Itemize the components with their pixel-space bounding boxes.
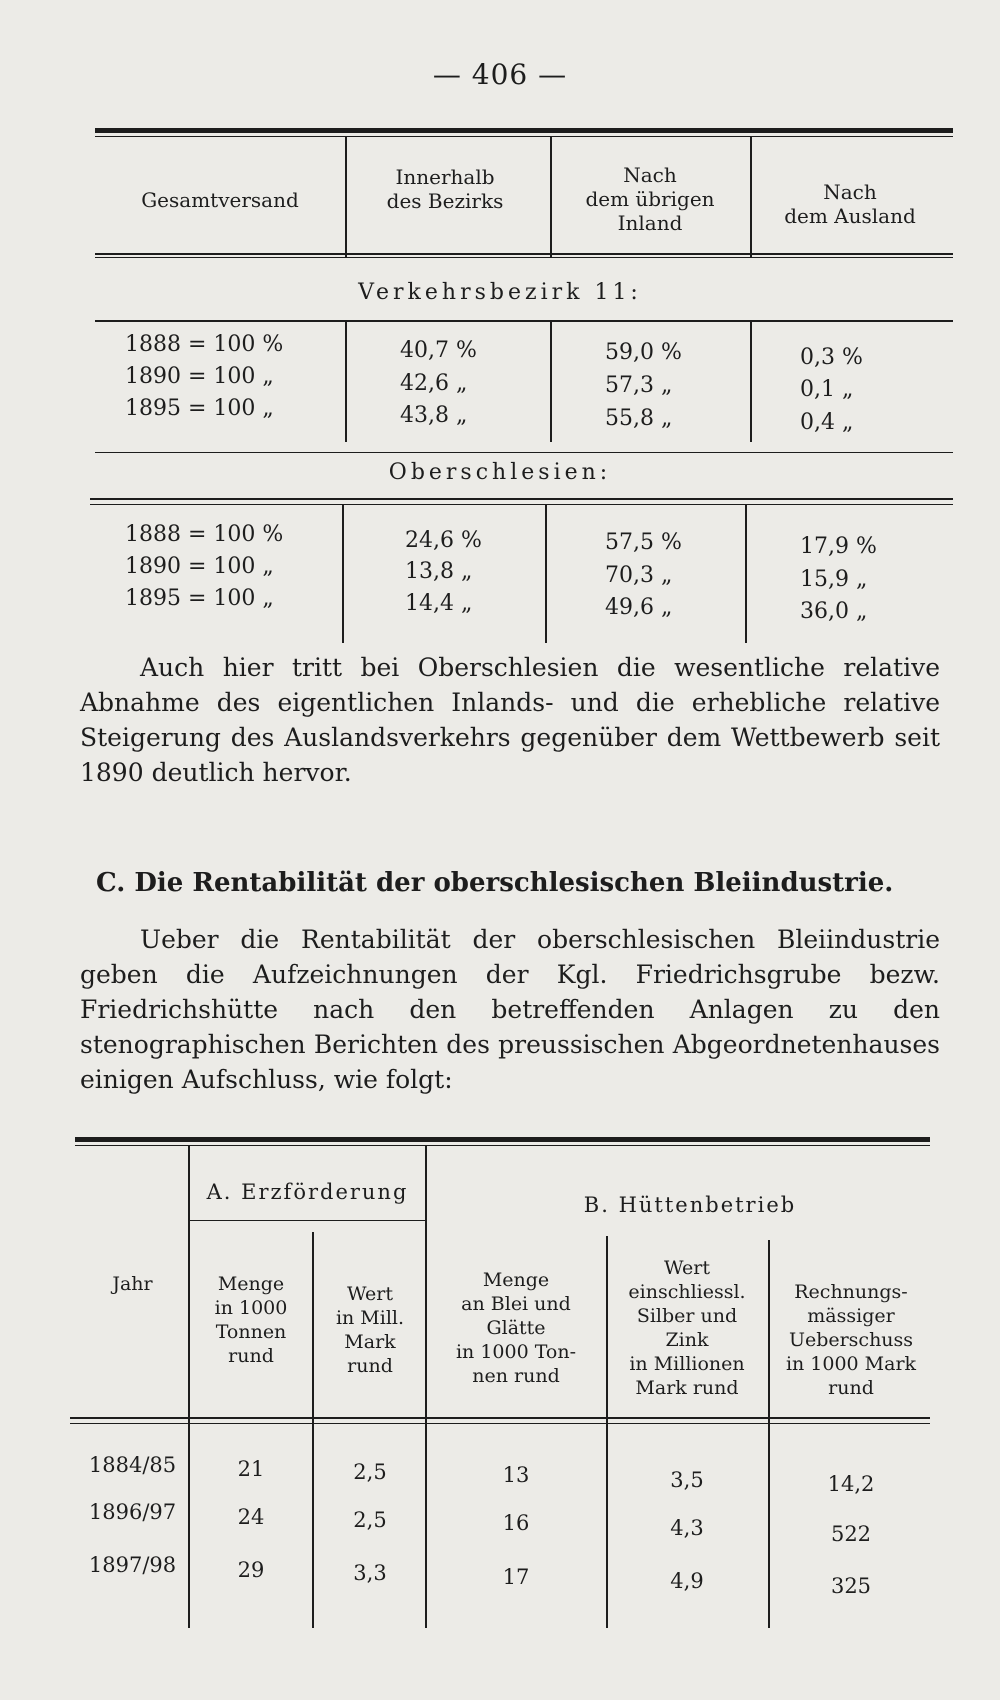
- cell-innerhalb: 14,4 „: [405, 591, 473, 616]
- column-divider: [345, 322, 347, 442]
- paragraph-auch-hier: Auch hier tritt bei Oberschlesien die wesentliche relative Abnahme des eigentlichen Inlands- und die erhebliche relative Steigerung des Auslandsverkehrs gegenüber dem Wettbewerb seit 1890 deutlich hervor.: [80, 653, 940, 787]
- group-header-huettenbetrieb: B. Hüttenbetrieb: [583, 1193, 797, 1217]
- group-rule: [190, 1220, 425, 1221]
- cell-inland: 55,8 „: [605, 406, 673, 431]
- cell-year: 1895 = 100 „: [125, 396, 274, 421]
- section-rule: [90, 498, 953, 500]
- table-top-rule: [95, 128, 953, 133]
- cell-jahr: 1897/98: [88, 1553, 177, 1577]
- column-divider: [425, 1146, 427, 1628]
- header-rule-thin: [95, 257, 953, 258]
- section-rule-thin: [90, 504, 953, 505]
- table-top-rule-thin: [75, 1145, 930, 1146]
- header-ausland: Nach dem Ausland: [784, 180, 916, 228]
- section-heading-c: C. Die Rentabilität der oberschlesischen Bleiindustrie.: [96, 868, 894, 898]
- cell-wert-zink: 4,9: [670, 1569, 704, 1593]
- cell-ausland: 0,1 „: [800, 377, 854, 402]
- paragraph-ueber-rentabilitaet: Ueber die Rentabilität der oberschlesischen Bleiindustrie geben die Aufzeichnungen der Kgl. Friedrichsgrube bezw. Friedrichshütte nach den betreffenden Anlagen zu den stenographischen Berichten des preussischen Abgeordnetenhauses einigen Aufschluss, wie folgt:: [80, 925, 940, 1094]
- cell-wert: 3,3: [353, 1561, 387, 1585]
- cell-ausland: 15,9 „: [800, 567, 868, 592]
- table-top-rule: [75, 1137, 930, 1142]
- cell-ueberschuss: 14,2: [827, 1472, 875, 1496]
- cell-innerhalb: 43,8 „: [400, 403, 468, 428]
- cell-jahr: 1896/97: [88, 1500, 177, 1524]
- cell-wert: 2,5: [353, 1508, 387, 1532]
- cell-inland: 57,3 „: [605, 373, 673, 398]
- header-menge: Menge in 1000 Tonnen rund: [214, 1273, 288, 1367]
- section-title-oberschlesien: Oberschlesien:: [388, 460, 612, 485]
- header-rule: [95, 253, 953, 255]
- cell-year: 1895 = 100 „: [125, 586, 274, 611]
- section-title-verkehrsbezirk: Verkehrsbezirk 11:: [358, 280, 642, 305]
- page-number: — 406 —: [432, 58, 568, 91]
- cell-ausland: 36,0 „: [800, 599, 868, 624]
- cell-ausland: 0,4 „: [800, 410, 854, 435]
- group-header-erzfoerderung: A. Erzförderung: [206, 1180, 409, 1204]
- table-top-rule-thin: [95, 136, 953, 137]
- header-menge-blei: Menge an Blei und Glätte in 1000 Ton- nen rund: [455, 1269, 577, 1387]
- cell-blei: 16: [502, 1511, 530, 1535]
- cell-ueberschuss: 522: [830, 1522, 872, 1546]
- column-divider: [768, 1240, 770, 1628]
- cell-ueberschuss: 325: [830, 1574, 872, 1598]
- cell-innerhalb: 24,6 %: [405, 528, 482, 553]
- header-wert-mill: Wert in Mill. Mark rund: [335, 1283, 405, 1377]
- header-gesamtversand: Gesamtversand: [141, 188, 299, 212]
- cell-blei: 17: [502, 1565, 530, 1589]
- cell-year: 1888 = 100 %: [125, 332, 284, 357]
- header-jahr: Jahr: [112, 1273, 153, 1295]
- cell-inland: 59,0 %: [605, 340, 682, 365]
- cell-year: 1890 = 100 „: [125, 364, 274, 389]
- column-divider: [545, 505, 547, 643]
- cell-innerhalb: 13,8 „: [405, 559, 473, 584]
- cell-menge: 21: [237, 1457, 265, 1481]
- cell-menge: 29: [237, 1558, 265, 1582]
- header-ueberschuss: Rechnungs- mässiger Ueberschuss in 1000 Mark rund: [785, 1281, 917, 1399]
- cell-wert-zink: 3,5: [670, 1468, 704, 1492]
- cell-ausland: 17,9 %: [800, 534, 877, 559]
- cell-inland: 49,6 „: [605, 595, 673, 620]
- cell-inland: 57,5 %: [605, 530, 682, 555]
- header-wert-einschliessl: Wert einschliessl. Silber und Zink in Millionen Mark rund: [628, 1257, 746, 1399]
- column-divider: [550, 322, 552, 442]
- cell-ausland: 0,3 %: [800, 345, 863, 370]
- column-divider: [745, 505, 747, 643]
- cell-wert-zink: 4,3: [670, 1516, 704, 1540]
- column-divider: [750, 322, 752, 442]
- cell-innerhalb: 40,7 %: [400, 338, 477, 363]
- header-innerhalb: Innerhalb des Bezirks: [386, 165, 504, 213]
- cell-blei: 13: [502, 1463, 530, 1487]
- header-divider: [345, 137, 347, 257]
- column-divider: [188, 1146, 190, 1628]
- cell-wert: 2,5: [353, 1460, 387, 1484]
- cell-innerhalb: 42,6 „: [400, 371, 468, 396]
- section-rule: [95, 452, 953, 453]
- header-inland: Nach dem übrigen Inland: [585, 163, 715, 235]
- header-divider: [750, 137, 752, 257]
- header-rule: [70, 1417, 930, 1419]
- cell-jahr: 1884/85: [88, 1453, 177, 1477]
- column-divider: [312, 1232, 314, 1628]
- column-divider: [342, 505, 344, 643]
- header-divider: [550, 137, 552, 257]
- cell-year: 1888 = 100 %: [125, 522, 284, 547]
- header-rule-thin: [70, 1423, 930, 1424]
- cell-menge: 24: [237, 1505, 265, 1529]
- cell-year: 1890 = 100 „: [125, 554, 274, 579]
- section-rule: [95, 320, 953, 322]
- cell-inland: 70,3 „: [605, 563, 673, 588]
